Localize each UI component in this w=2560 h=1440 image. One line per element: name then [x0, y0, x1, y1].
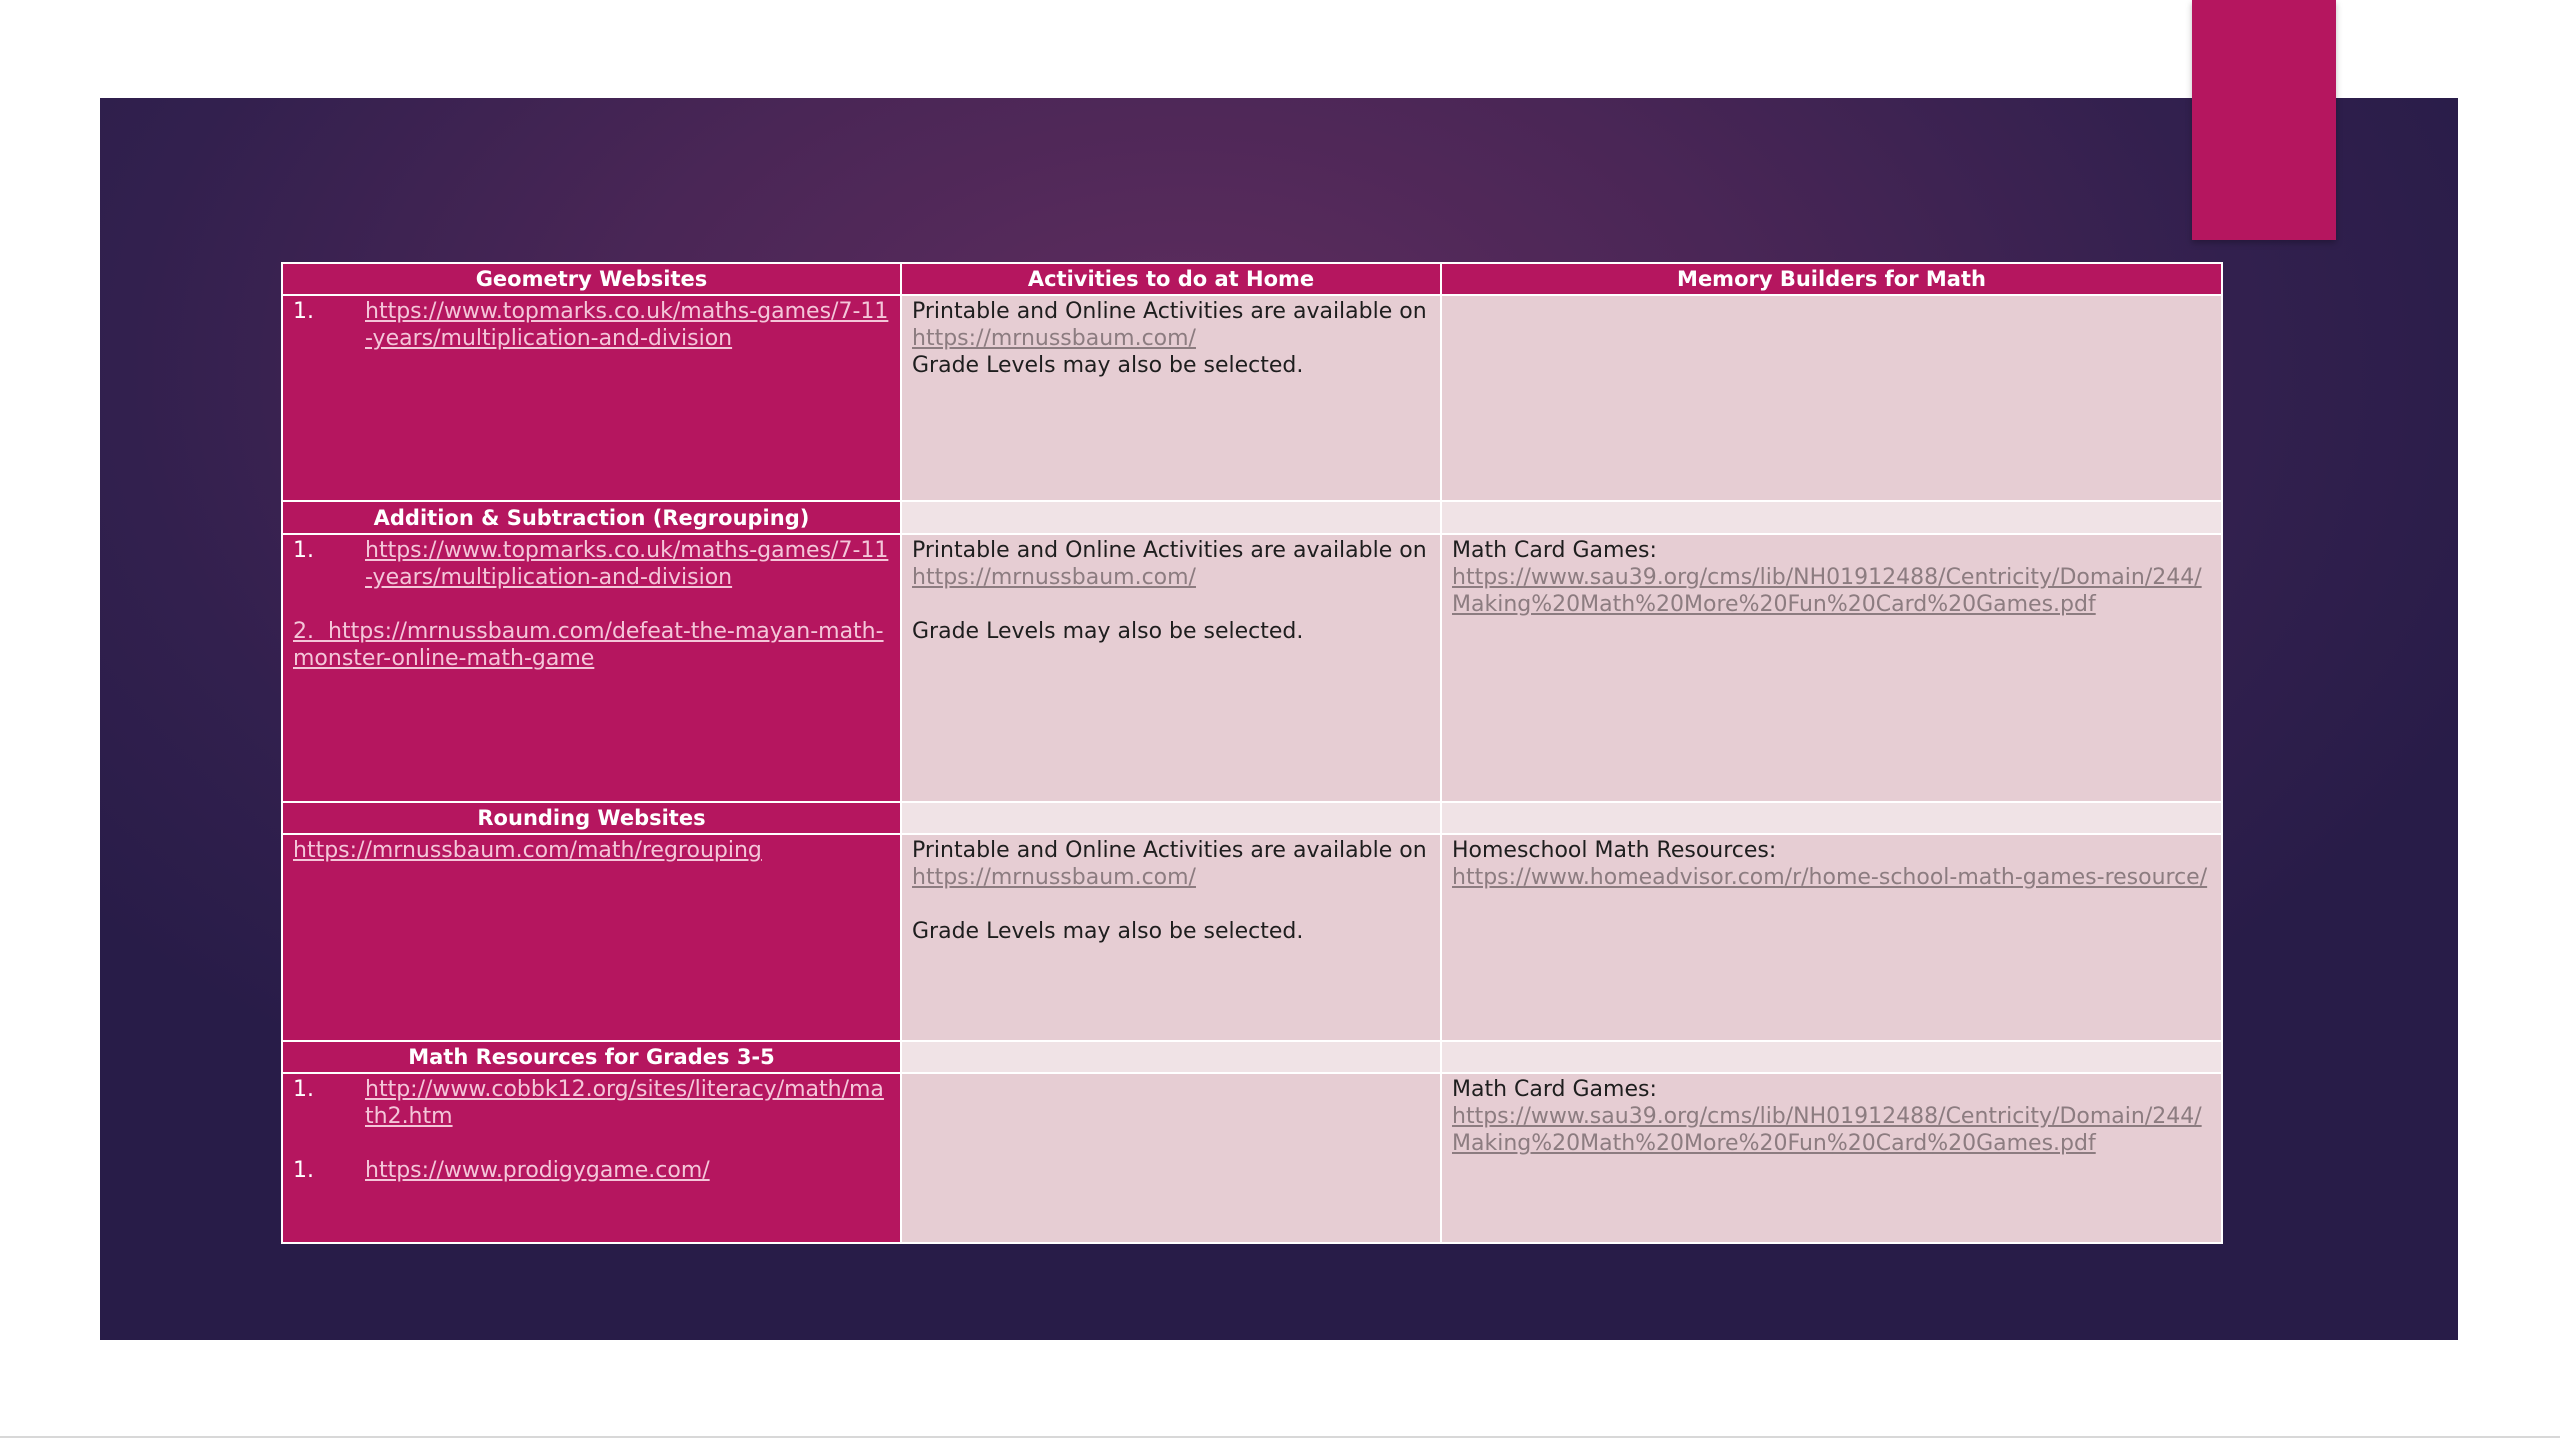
header-blank	[1441, 501, 2222, 533]
activities-cell-geometry	[901, 295, 1441, 501]
table-row-addition	[282, 534, 2222, 803]
header-blank	[901, 802, 1441, 834]
prodigy-link[interactable]: https://www.prodigygame.com/	[365, 1157, 710, 1183]
addition-links-cell	[282, 534, 901, 803]
mayan-math-monster-link[interactable]: 2. https://mrnussbaum.com/defeat-the-mayan-math-monster-online-math-game	[293, 618, 884, 671]
slide-accent-tab	[2192, 0, 2336, 240]
homeschool-resources-label: Homeschool Math Resources:	[1452, 838, 1777, 864]
list-number: 1.	[293, 299, 314, 325]
memory-cell-rounding	[1441, 834, 2222, 1040]
grade-levels-text: Grade Levels may also be selected.	[912, 618, 1304, 644]
window-bottom-divider	[0, 1436, 2560, 1438]
header-memory-builders: Memory Builders for Math	[1441, 263, 2222, 295]
mrnussbaum-link[interactable]: https://mrnussbaum.com/	[912, 865, 1196, 891]
math-card-games-label: Math Card Games:	[1452, 1076, 1657, 1102]
table-row-rounding	[282, 834, 2222, 1040]
math-card-games-label: Math Card Games:	[1452, 537, 1657, 563]
header-blank	[1441, 802, 2222, 834]
header-grades-3-5: Math Resources for Grades 3-5	[282, 1041, 901, 1073]
grades-links-cell	[282, 1073, 901, 1243]
list-number: 1.	[293, 537, 314, 563]
activities-cell-addition	[901, 534, 1441, 803]
grade-levels-text: Grade Levels may also be selected.	[912, 353, 1304, 379]
rounding-links-cell	[282, 834, 901, 1040]
list-item	[293, 298, 890, 352]
header-blank	[901, 501, 1441, 533]
list-item	[293, 1076, 890, 1130]
header-blank	[1441, 1041, 2222, 1073]
header-addition-subtraction: Addition & Subtraction (Regrouping)	[282, 501, 901, 533]
section-header-row-rounding	[282, 802, 2222, 834]
table-row-geometry	[282, 295, 2222, 501]
list-item	[293, 618, 890, 672]
activities-cell-grades	[901, 1073, 1441, 1243]
card-games-pdf-link[interactable]: https://www.sau39.org/cms/lib/NH01912488/Centricity/Domain/244/Making%20Math%20More%20Fun%20Card%20Games.pdf	[1452, 564, 2202, 617]
card-games-pdf-link[interactable]: https://www.sau39.org/cms/lib/NH01912488/Centricity/Domain/244/Making%20Math%20More%20Fun%20Card%20Games.pdf	[1452, 1103, 2202, 1156]
table-row-grades	[282, 1073, 2222, 1243]
activities-text: Printable and Online Activities are available on	[912, 537, 1427, 563]
activities-text: Printable and Online Activities are available on	[912, 299, 1427, 325]
header-activities-at-home: Activities to do at Home	[901, 263, 1441, 295]
topmarks-link[interactable]: https://www.topmarks.co.uk/maths-games/7-11-years/multiplication-and-division	[365, 299, 889, 352]
cobbk12-link[interactable]: http://www.cobbk12.org/sites/literacy/math/math2.htm	[365, 1076, 884, 1129]
list-number: 1.	[293, 1076, 314, 1102]
mrnussbaum-link[interactable]: https://mrnussbaum.com/	[912, 564, 1196, 590]
mrnussbaum-regrouping-link[interactable]: https://mrnussbaum.com/math/regrouping	[293, 838, 762, 864]
list-number: 1.	[293, 1157, 314, 1183]
topmarks-link[interactable]: https://www.topmarks.co.uk/maths-games/7-11-years/multiplication-and-division	[365, 537, 889, 590]
table-header-row	[282, 263, 2222, 295]
header-rounding-websites: Rounding Websites	[282, 802, 901, 834]
grade-levels-text: Grade Levels may also be selected.	[912, 919, 1304, 945]
homeadvisor-link[interactable]: https://www.homeadvisor.com/r/home-school-math-games-resource/	[1452, 865, 2208, 891]
section-header-row-addition	[282, 501, 2222, 533]
memory-cell-geometry	[1441, 295, 2222, 501]
geometry-links-cell	[282, 295, 901, 501]
list-item	[293, 1157, 890, 1184]
activities-text: Printable and Online Activities are available on	[912, 838, 1427, 864]
activities-cell-rounding	[901, 834, 1441, 1040]
memory-cell-grades	[1441, 1073, 2222, 1243]
header-geometry-websites: Geometry Websites	[282, 263, 901, 295]
mrnussbaum-link[interactable]: https://mrnussbaum.com/	[912, 326, 1196, 352]
list-item	[293, 537, 890, 591]
section-header-row-grades	[282, 1041, 2222, 1073]
header-blank	[901, 1041, 1441, 1073]
memory-cell-addition	[1441, 534, 2222, 803]
math-resources-table	[281, 262, 2223, 1244]
